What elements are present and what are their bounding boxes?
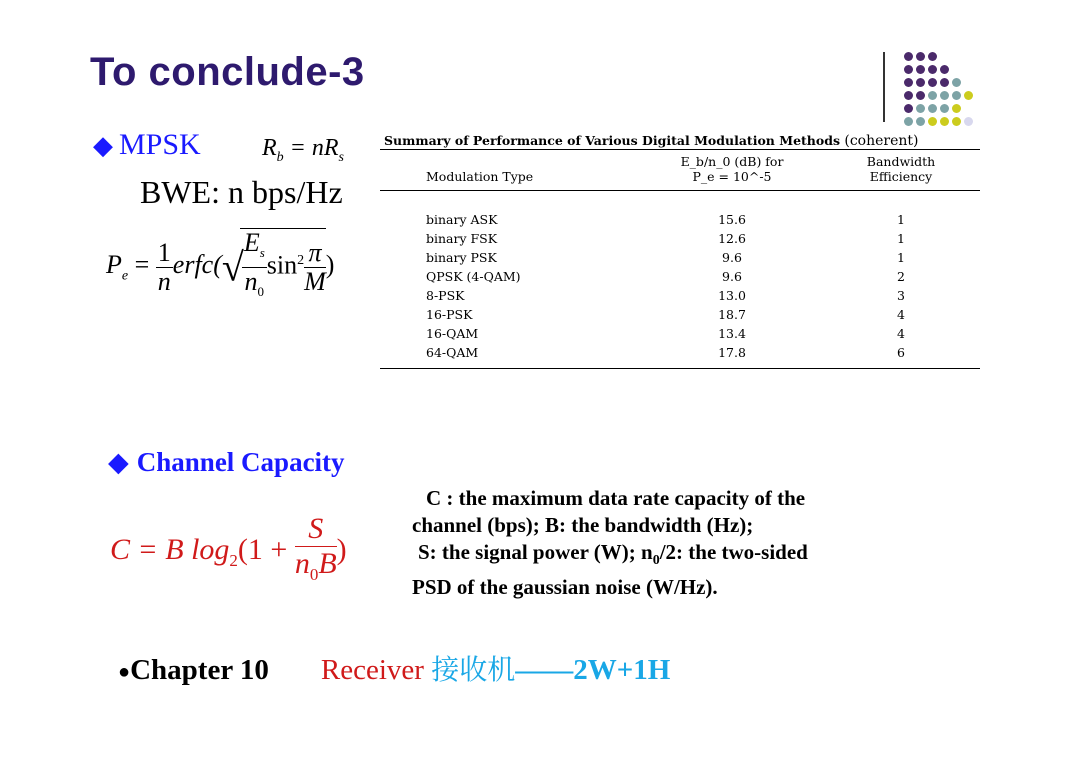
- dot-grid-logo: [898, 52, 998, 132]
- shannon-capacity-formula: C = B $\log_2(1$ + $\frac{S}{n_0B}$ ): [110, 512, 347, 584]
- chapter-label: Chapter 10: [130, 654, 269, 686]
- receiver-chinese: 接收机: [431, 653, 516, 686]
- table-row: 16-PSK 18.7 4: [426, 307, 905, 322]
- modulation-performance-table: [380, 133, 980, 369]
- table-row: QPSK (4-QAM) 9.6 2: [426, 269, 905, 284]
- hours-label: ——2W+1H: [515, 654, 671, 686]
- error-probability-formula: $P_e$ = $\frac{1}{n}$ erfc(√ $\frac{E_s}{n_0}$ $\sin^2$ $\frac{\pi}{M}$ ): [106, 228, 406, 320]
- header-ebno: E_b/n_0 (dB) for P_e = 10^-5: [680, 154, 784, 184]
- channel-capacity-heading: ◆ Channel Capacity: [108, 447, 345, 477]
- table-row: 16-QAM 13.4 4: [426, 326, 905, 341]
- bandwidth-efficiency-text: BWE: n bps/Hz: [140, 174, 343, 210]
- bitrate-formula: $R_b = nR_s$: [262, 135, 344, 165]
- header-bandwidth-efficiency: Bandwidth Efficiency: [866, 154, 936, 184]
- table-row: binary PSK 9.6 1: [426, 250, 905, 265]
- receiver-label: Receiver: [320, 654, 424, 686]
- chapter-line: [118, 648, 670, 688]
- capacity-description: C : the maximum data rate capacity of the channel (bps); B: the bandwidth (Hz); S: the signal power (W); $n_0/2$: the two-sided PSD of the gaussian noise (W/Hz).: [412, 486, 808, 600]
- mpsk-label: MPSK: [119, 128, 201, 161]
- table-row: 64-QAM 17.8 6: [426, 345, 905, 360]
- diamond-bullet-icon: ◆: [93, 131, 113, 160]
- diamond-bullet-icon: ◆: [108, 447, 129, 477]
- table-row: 8-PSK 13.0 3: [426, 288, 905, 303]
- table-caption: Summary of Performance of Various Digital Modulation Methods (coherent): [384, 133, 919, 149]
- mpsk-bullet: [93, 128, 201, 162]
- table-header-row: [380, 150, 980, 191]
- header-modulation-type: Modulation Type: [426, 169, 534, 184]
- logo-divider: [883, 52, 885, 122]
- circle-bullet-icon: ●: [118, 660, 131, 683]
- page-title: To conclude-3: [90, 50, 365, 94]
- table-row: binary FSK 12.6 1: [426, 231, 905, 246]
- table-row: binary ASK 15.6 1: [426, 212, 905, 227]
